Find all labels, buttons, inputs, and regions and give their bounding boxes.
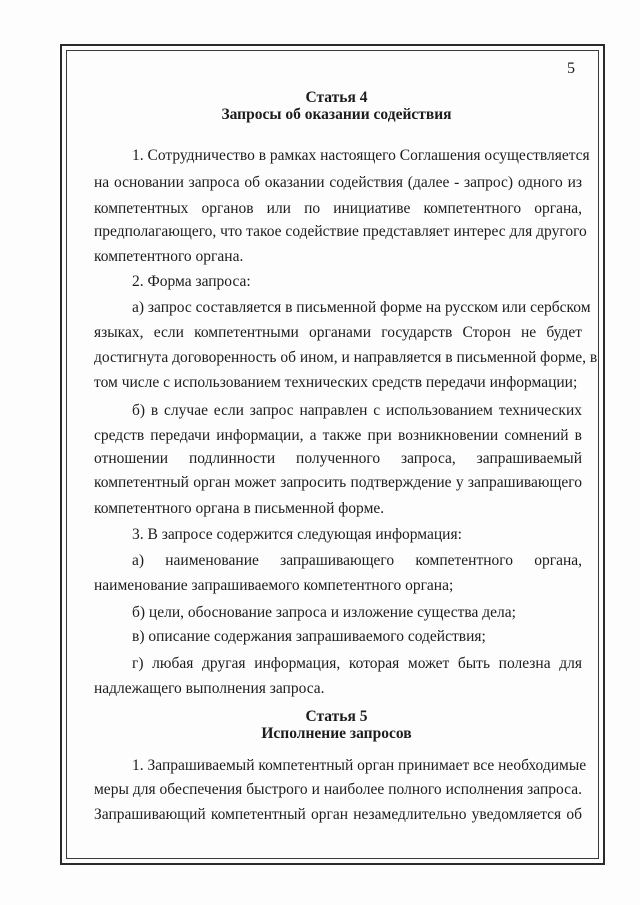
paragraph-line: компетентного органа. — [94, 248, 244, 265]
paragraph-line: предполагающего, что такое содействие представляет интерес для другого — [94, 223, 587, 240]
paragraph-line: на основании запроса об оказании содействия (далее - запрос) одного из — [94, 174, 582, 191]
article-4-subtitle: Запросы об оказании содействия — [221, 106, 452, 123]
page-number: 5 — [567, 60, 575, 77]
paragraph-line: б) в случае если запрос направлен с использованием технических — [132, 402, 582, 419]
paragraph-line: надлежащего выполнения запроса. — [94, 680, 325, 697]
paragraph-line: 3. В запросе содержится следующая информация: — [132, 526, 462, 543]
paragraph-line: Запрашивающий компетентный орган незамедлительно уведомляется об — [94, 806, 582, 823]
paragraph-line: средств передачи информации, а также при возникновении сомнений в — [94, 427, 582, 444]
paragraph-line: отношении подлинности полученного запроса, запрашиваемый — [94, 450, 582, 467]
paragraph-line: б) цели, обоснование запроса и изложение существа дела; — [132, 604, 516, 621]
paragraph-line: том числе с использованием технических средств передачи информации; — [94, 374, 578, 391]
paragraph-line: 2. Форма запроса: — [132, 273, 251, 290]
paragraph-line: языках, если компетентными органами государств Сторон не будет — [94, 324, 582, 341]
paragraph-line: наименование запрашиваемого компетентного органа; — [94, 577, 454, 594]
paragraph-line: меры для обеспечения быстрого и наиболее полного исполнения запроса. — [94, 781, 582, 798]
paragraph-line: 1. Сотрудничество в рамках настоящего Соглашения осуществляется — [132, 147, 590, 164]
paragraph-line: г) любая другая информация, которая может быть полезна для — [132, 655, 582, 672]
paragraph-line: 1. Запрашиваемый компетентный орган принимает все необходимые — [132, 757, 587, 774]
paragraph-line: компетентного органа в письменной форме. — [94, 500, 385, 517]
paragraph-line: а) запрос составляется в письменной форме на русском или сербском — [132, 299, 591, 316]
paragraph-line: в) описание содержания запрашиваемого содействия; — [132, 628, 486, 645]
article-5-subtitle: Исполнение запросов — [261, 725, 412, 742]
paragraph-line: компетентный орган может запросить подтверждение у запрашивающего — [94, 474, 582, 491]
article-4-title: Статья 4 — [305, 89, 368, 106]
paragraph-line: а) наименование запрашивающего компетентного органа, — [132, 552, 582, 569]
article-5-title: Статья 5 — [305, 708, 368, 725]
paragraph-line: достигнута договоренность об ином, и направляется в письменной форме, в — [94, 349, 598, 366]
paragraph-line: компетентных органов или по инициативе компетентного органа, — [94, 200, 582, 217]
